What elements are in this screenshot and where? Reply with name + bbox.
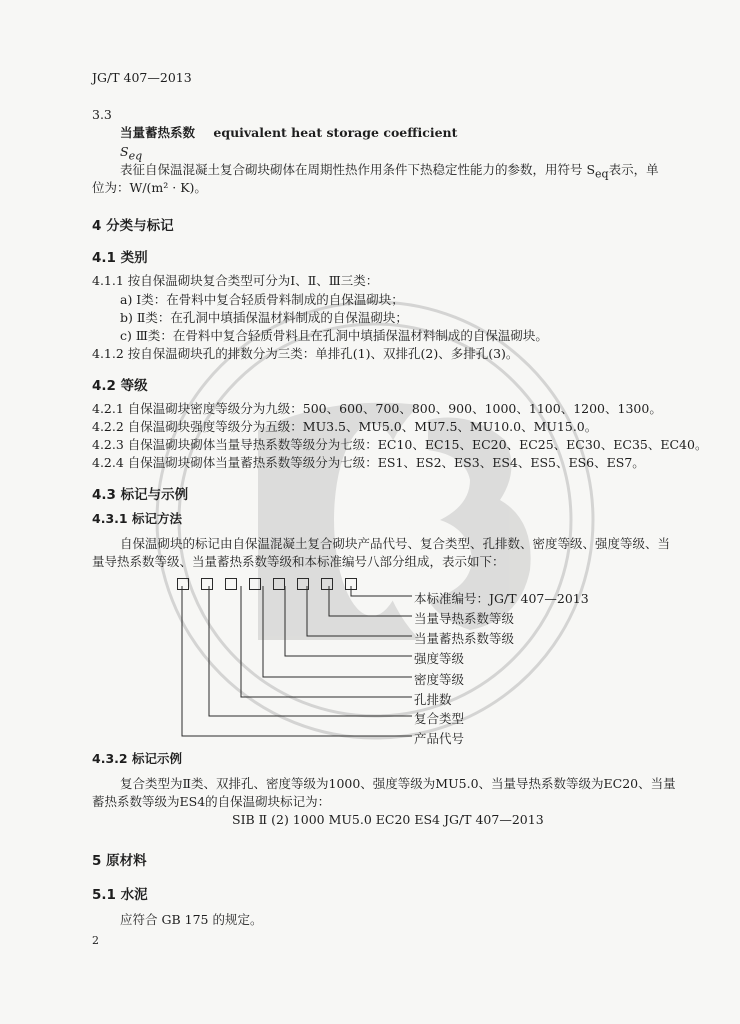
- diagram-label-storage-grade: 当量蓄热系数等级: [414, 631, 515, 646]
- clause-4-1-2: 4.1.2 按自保温砌块孔的排数分为三类：单排孔(1)、双排孔(2)、多排孔(3)。: [92, 346, 519, 361]
- diagram-label-strength: 强度等级: [414, 651, 465, 666]
- diagram-label-product-code: 产品代号: [414, 731, 465, 746]
- section-4-2-title: 4.2 等级: [92, 378, 148, 394]
- page-number: 2: [92, 934, 99, 947]
- diagram-label-composite-type: 复合类型: [414, 711, 465, 726]
- section-4-title: 4 分类与标记: [92, 218, 174, 234]
- definition-tail: 表示，单: [608, 162, 659, 177]
- clause-4-1-1-a: a) Ⅰ类：在骨料中复合轻质骨料制成的自保温砌块；: [120, 292, 404, 307]
- clause-5-1-text: 应符合 GB 175 的规定。: [120, 912, 263, 927]
- definition-subscript: eq: [595, 167, 609, 181]
- symbol-subscript: eq: [128, 149, 143, 163]
- clause-4-2-4: 4.2.4 自保温砌块砌体当量蓄热系数等级分为七级：ES1、ES2、ES3、ES4、ES5、ES6、ES7。: [92, 455, 645, 470]
- section-number-3-3: 3.3: [92, 107, 112, 122]
- clause-4-3-2-title: 4.3.2 标记示例: [92, 751, 182, 766]
- section-4-1-title: 4.1 类别: [92, 250, 148, 266]
- term-en: equivalent heat storage coefficient: [213, 125, 458, 140]
- diagram-label-density: 密度等级: [414, 672, 465, 687]
- clause-4-2-3: 4.2.3 自保温砌块砌体当量导热系数等级分为七级：EC10、EC15、EC20、EC25、EC30、EC35、EC40。: [92, 437, 708, 452]
- clause-4-3-1-para-1: 自保温砌块的标记由自保温混凝土复合砌块产品代号、复合类型、孔排数、密度等级、强度等级、当: [120, 536, 671, 551]
- clause-4-3-1-para-2: 量导热系数等级、当量蓄热系数等级和本标准编号八部分组成，表示如下：: [92, 554, 505, 569]
- section-5-title: 5 原材料: [92, 853, 147, 869]
- clause-4-1-1-b: b) Ⅱ类：在孔洞中填插保温材料制成的自保温砌块；: [120, 310, 408, 325]
- marking-example: SIB Ⅱ (2) 1000 MU5.0 EC20 ES4 JG/T 407—2013: [232, 812, 544, 827]
- definition-line-2: 位为：W/(m² · K)。: [92, 180, 207, 195]
- clause-4-2-1: 4.2.1 自保温砌块密度等级分为九级：500、600、700、800、900、1000、1100、1200、1300。: [92, 401, 662, 416]
- definition-text: 表征自保温混凝土复合砌块砌体在周期性热作用条件下热稳定性能力的参数，用符号 S: [120, 162, 596, 177]
- clause-4-3-1-title: 4.3.1 标记方法: [92, 511, 182, 526]
- clause-4-2-2: 4.2.2 自保温砌块强度等级分为五级：MU3.5、MU5.0、MU7.5、MU10.0、MU15.0。: [92, 419, 598, 434]
- section-5-1-title: 5.1 水泥: [92, 887, 148, 903]
- diagram-label-standard-number: 本标准编号：JG/T 407—2013: [414, 591, 589, 606]
- term-zh: 当量蓄热系数: [120, 125, 196, 140]
- section-4-3-title: 4.3 标记与示例: [92, 487, 189, 503]
- diagram-label-hole-rows: 孔排数: [414, 692, 452, 707]
- clause-4-3-2-para-1: 复合类型为Ⅱ类、双排孔、密度等级为1000、强度等级为MU5.0、当量导热系数等级为EC20、当量: [120, 776, 676, 791]
- symbol-s: S: [120, 144, 129, 159]
- clause-4-1-1: 4.1.1 按自保温砌块复合类型可分为Ⅰ、Ⅱ、Ⅲ三类：: [92, 273, 379, 288]
- standard-code-header: JG/T 407—2013: [92, 70, 192, 85]
- clause-4-3-2-para-2: 蓄热系数等级为ES4的自保温砌块标记为：: [92, 794, 331, 809]
- diagram-label-conductivity-grade: 当量导热系数等级: [414, 611, 515, 626]
- clause-4-1-1-c: c) Ⅲ类：在骨料中复合轻质骨料且在孔洞中填插保温材料制成的自保温砌块。: [120, 328, 548, 343]
